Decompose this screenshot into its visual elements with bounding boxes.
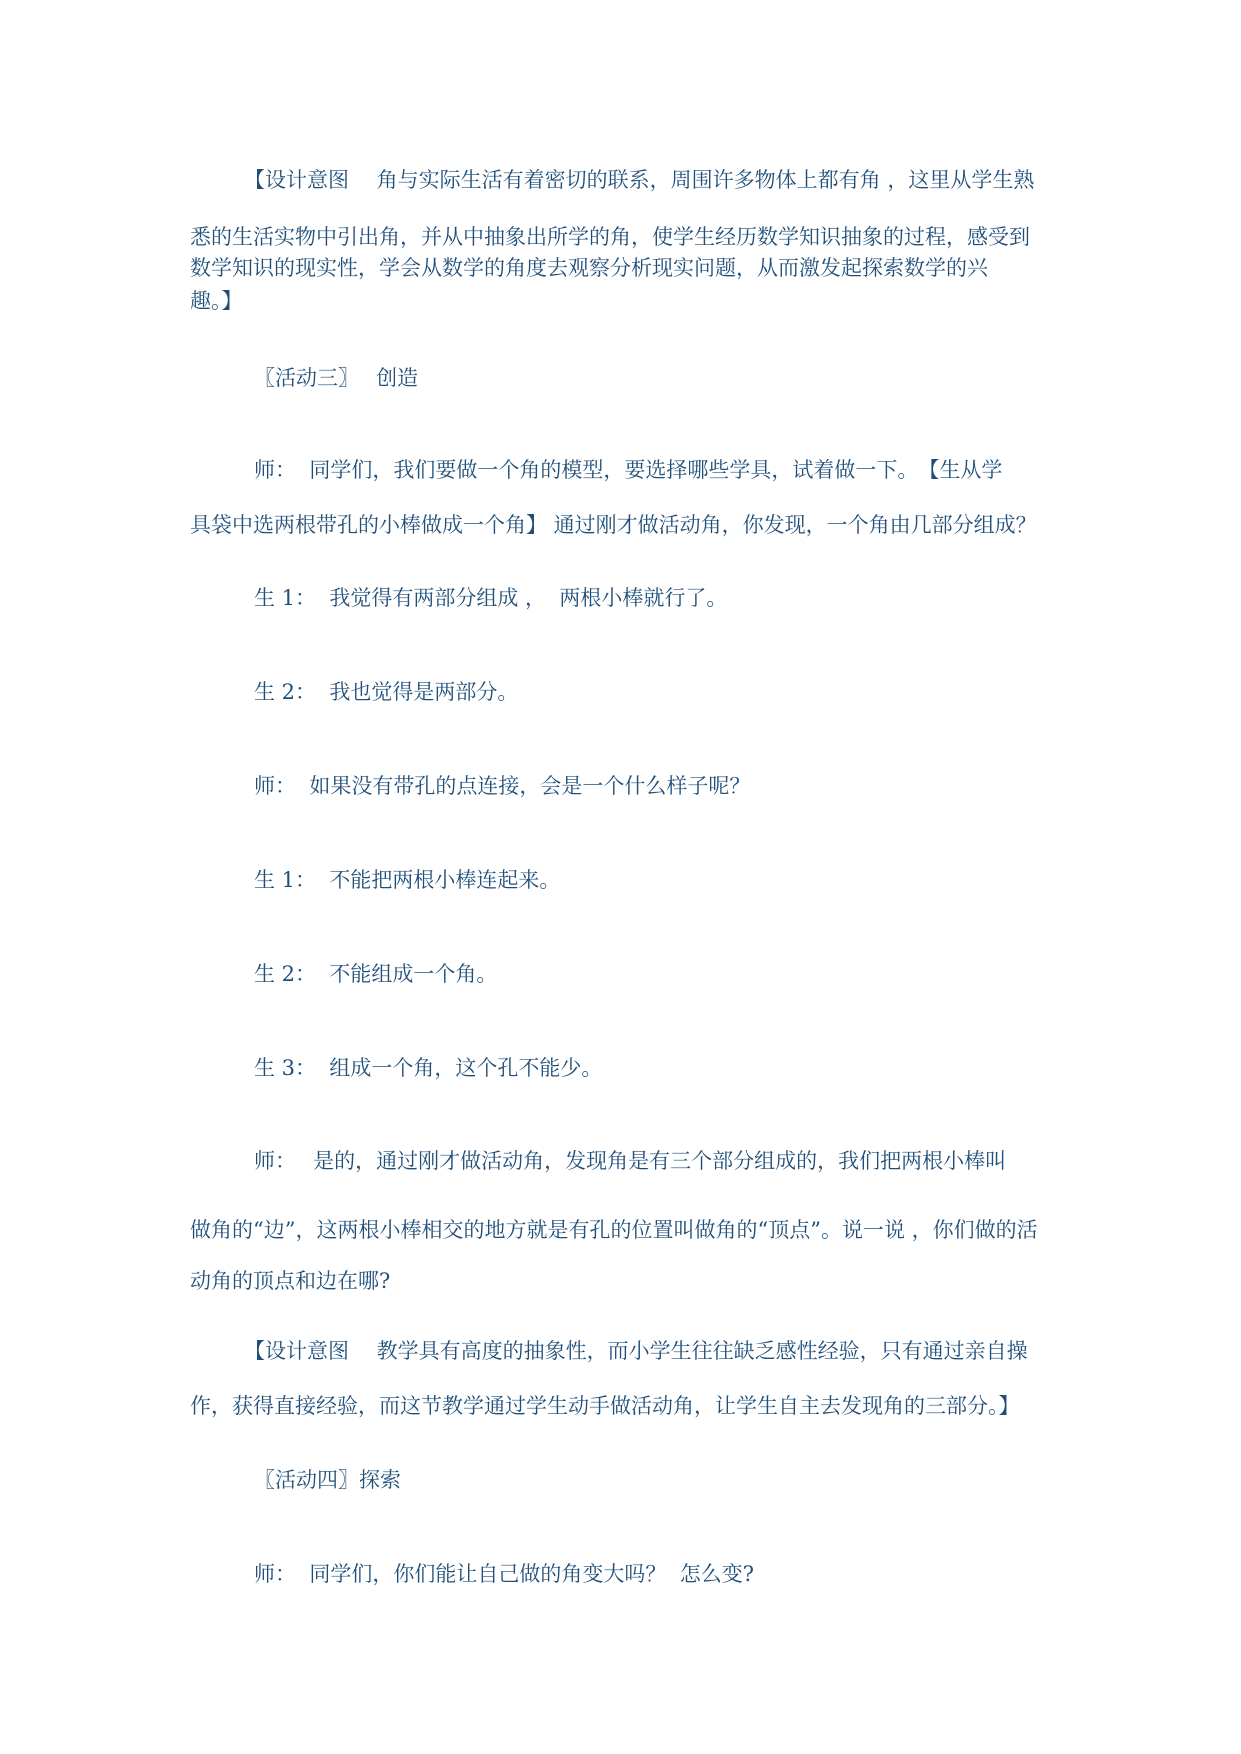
teacher-line-3a: 师： 是的，通过刚才做活动角，发现角是有三个部分组成的，我们把两根小棒叫 <box>254 1149 1007 1173</box>
student-3-line: 生 3： 组成一个角，这个孔不能少。 <box>254 1056 603 1080</box>
teacher-line-3c: 动角的顶点和边在哪? <box>190 1269 391 1293</box>
teacher-line-1b: 具袋中选两根带孔的小棒做成一个角】 通过刚才做活动角，你发现，一个角由几部分组成？ <box>190 513 1037 537</box>
activity-3-heading: 〖活动三〗 创造 <box>254 366 419 390</box>
student-2-line-b: 生 2： 不能组成一个角。 <box>254 962 498 986</box>
design-intent-2-line-1: 【设计意图 教学具有高度的抽象性，而小学生往往缺乏感性经验，只有通过亲自操 <box>244 1339 1028 1363</box>
teacher-line-3b: 做角的“边”，这两根小棒相交的地方就是有孔的位置叫做角的“顶点”。说一说 ，你们做的活 <box>190 1218 1038 1242</box>
design-intent-2-line-2: 作，获得直接经验，而这节教学通过学生动手做活动角，让学生自主去发现角的三部分。】 <box>190 1394 1020 1418</box>
design-intent-1-line-3: 数学知识的现实性，学会从数学的角度去观察分析现实问题，从而激发起探索数学的兴 <box>190 256 988 280</box>
student-1-line: 生 1： 我觉得有两部分组成 ， 两根小棒就行了。 <box>254 586 728 610</box>
student-2-line: 生 2： 我也觉得是两部分。 <box>254 680 519 704</box>
activity-4-heading: 〖活动四〗探索 <box>254 1468 401 1492</box>
teacher-line-2: 师： 如果没有带孔的点连接，会是一个什么样子呢？ <box>254 774 751 798</box>
design-intent-1-line-2: 悉的生活实物中引出角，并从中抽象出所学的角，使学生经历数学知识抽象的过程，感受到 <box>190 225 1030 249</box>
teacher-line-1a: 师： 同学们，我们要做一个角的模型，要选择哪些学具，试着做一下。 【生从学 <box>254 458 1003 482</box>
design-intent-1-line-1: 【设计意图 角与实际生活有着密切的联系，周围许多物体上都有角 ，这里从学生熟 <box>244 168 1035 192</box>
teacher-line-4: 师： 同学们，你们能让自己做的角变大吗？ 怎么变? <box>254 1562 754 1586</box>
student-1-line-b: 生 1： 不能把两根小棒连起来。 <box>254 868 561 892</box>
design-intent-1-line-4: 趣。】 <box>190 289 243 313</box>
